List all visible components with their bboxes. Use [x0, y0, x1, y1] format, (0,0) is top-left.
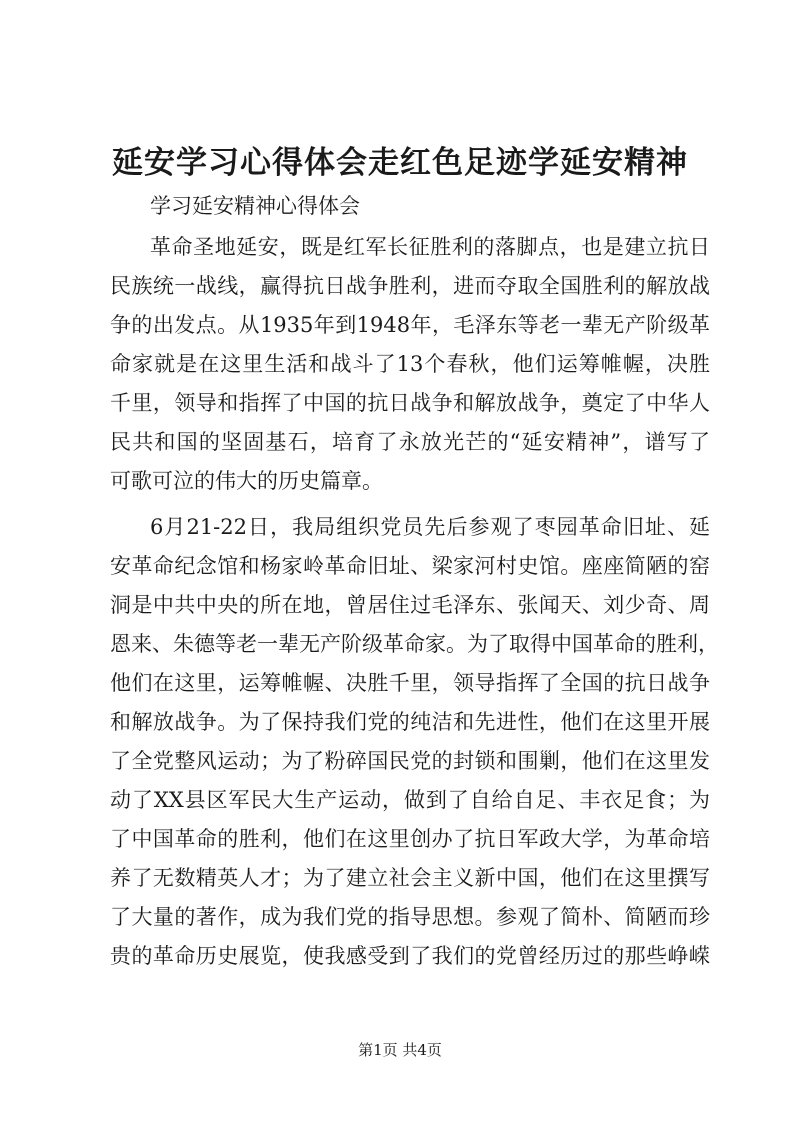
paragraph-1-line: 争的出发点。从1935年到1948年，毛泽东等老一辈无产阶级革: [110, 313, 710, 337]
paragraph-2-line: 他们在这里，运筹帷幄、决胜千里，领导指挥了全国的抗日战争: [110, 671, 710, 695]
paragraph-2-line: 了大量的著作，成为我们党的指导思想。参观了简朴、简陋而珍: [110, 905, 710, 929]
paragraph-2-line: 洞是中共中央的所在地，曾居住过毛泽东、张闻天、刘少奇、周: [110, 593, 710, 617]
paragraph-1-line: 民族统一战线，赢得抗日战争胜利，进而夺取全国胜利的解放战: [110, 274, 710, 298]
paragraph-2-line: 和解放战争。为了保持我们党的纯洁和先进性，他们在这里开展: [110, 710, 710, 734]
document-subtitle: 学习延安精神心得体会: [150, 194, 360, 218]
paragraph-2-line: 动了XX县区军民大生产运动，做到了自给自足、丰衣足食；为: [110, 788, 710, 812]
document-title: 延安学习心得体会走红色足迹学延安精神: [112, 145, 688, 181]
paragraph-2-line: 了中国革命的胜利，他们在这里创办了抗日军政大学，为革命培: [110, 827, 710, 851]
paragraph-2-line: 养了无数精英人才；为了建立社会主义新中国，他们在这里撰写: [110, 866, 710, 890]
paragraph-1-line: 命家就是在这里生活和战斗了13个春秋，他们运筹帷幄，决胜: [110, 352, 710, 376]
paragraph-1-line: 可歌可泣的伟大的历史篇章。: [110, 469, 383, 493]
paragraph-2-line: 贵的革命历史展览，使我感受到了我们的党曾经历过的那些峥嵘: [110, 944, 710, 968]
paragraph-2-line: 安革命纪念馆和杨家岭革命旧址、梁家河村史馆。座座简陋的窑: [110, 554, 710, 578]
page-footer: 第1页 共4页: [358, 1041, 442, 1059]
paragraph-2-line: 6月21-22日，我局组织党员先后参观了枣园革命旧址、延: [150, 515, 710, 539]
paragraph-1-line: 革命圣地延安，既是红军长征胜利的落脚点，也是建立抗日: [150, 235, 710, 259]
paragraph-2-line: 了全党整风运动；为了粉碎国民党的封锁和围剿，他们在这里发: [110, 749, 710, 773]
paragraph-2-line: 恩来、朱德等老一辈无产阶级革命家。为了取得中国革命的胜利，: [110, 632, 719, 656]
paragraph-1-line: 千里，领导和指挥了中国的抗日战争和解放战争，奠定了中华人: [110, 391, 710, 415]
paragraph-1-line: 民共和国的坚固基石，培育了永放光芒的“延安精神”，谱写了: [110, 430, 710, 454]
